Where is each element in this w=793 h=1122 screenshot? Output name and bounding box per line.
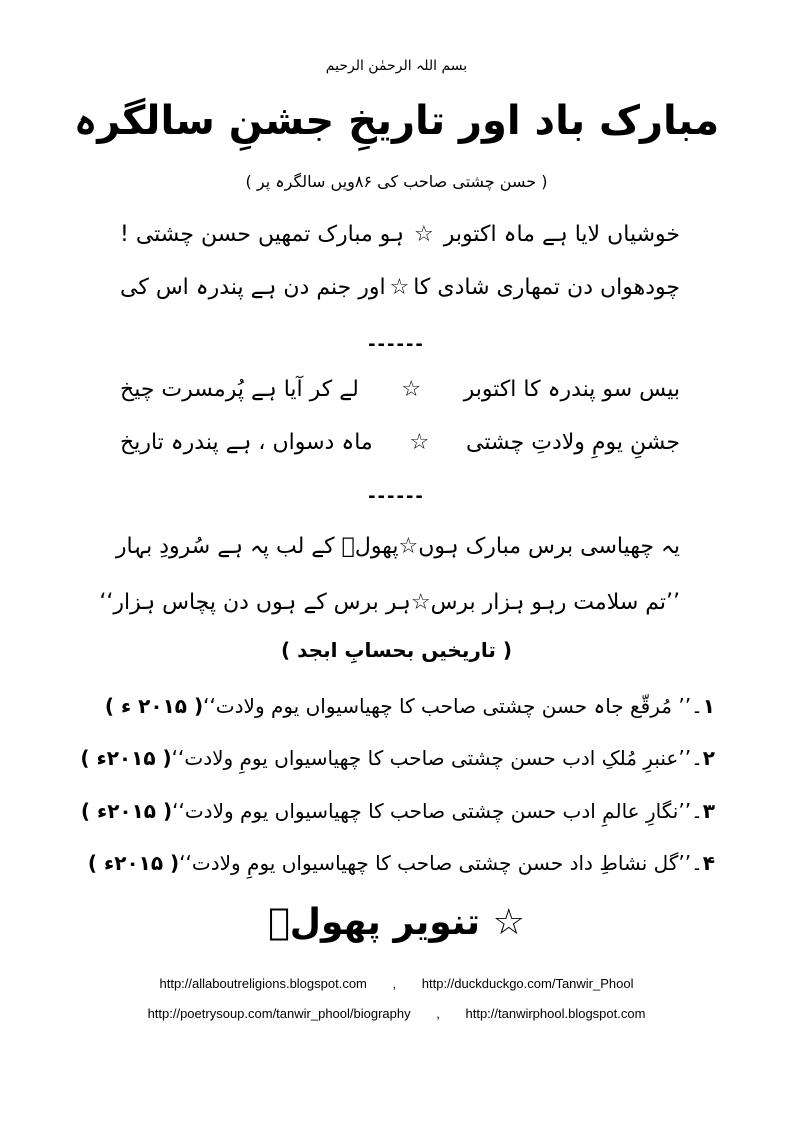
- verse-line-4: [120, 420, 680, 464]
- tarikh-item-2: [80, 738, 715, 778]
- signature: ☆ تنویر پھولؔ: [268, 902, 525, 943]
- verse-first-half: جشنِ یومِ ولادتِ چشتی: [466, 429, 680, 455]
- link-duckduckgo[interactable]: http://duckduckgo.com/Tanwir_Phool: [421, 976, 634, 991]
- item-text: ’’ مُرقّع جاہ حسن چشتی صاحب کا چھیاسیواں یوم ولادت‘‘: [203, 694, 692, 718]
- verse-first-half: چودھواں دن تمھاری شادی کا: [413, 274, 680, 300]
- link-allaboutreligions[interactable]: http://allaboutreligions.blogspot.com: [159, 976, 367, 991]
- verse-line-3: [120, 367, 680, 411]
- verse-first-half: خوشیاں لایا ہے ماہ اکتوبر: [443, 221, 680, 247]
- abjad-heading: ( تاریخیں بحسابِ ابجد ): [281, 638, 512, 662]
- item-dash: ۔: [691, 694, 703, 718]
- subtitle: ( حسن چشتی صاحب کی ۸۶ویں سالگرہ پر ): [245, 172, 548, 191]
- star-separator: ☆: [409, 429, 430, 455]
- tarikh-item-1: [104, 686, 715, 726]
- star-separator: ☆: [401, 376, 422, 402]
- verse-second-half: ہو مبارک تمھیں حسن چشتی !: [120, 221, 405, 247]
- verse-line-5: [115, 524, 680, 568]
- divider: ------: [368, 486, 425, 507]
- item-dash: ۔: [691, 851, 703, 875]
- verse-first-half: ’’تم سلامت رہو ہزار برس: [430, 589, 680, 615]
- item-number: ۱: [702, 694, 715, 718]
- link-separator: ,: [436, 1006, 440, 1021]
- item-number: ۴: [702, 851, 715, 875]
- divider: ------: [368, 334, 425, 355]
- item-text: ’’گل نشاطِ داد حسن چشتی صاحب کا چھیاسیواں یومِ ولادت‘‘: [179, 851, 692, 875]
- bismillah: بسم اللہ الرحمٰن الرحیم: [325, 58, 468, 74]
- item-dash: ۔: [691, 746, 703, 770]
- verse-second-half: اور جنم دن ہے پندرہ اس کی: [120, 274, 386, 300]
- link-poetrysoup[interactable]: http://poetrysoup.com/tanwir_phool/biography: [147, 1006, 411, 1021]
- links-row-1: [0, 976, 793, 991]
- verse-second-half: ماہ دسواں ، ہے پندرہ تاریخ: [120, 429, 373, 455]
- star-separator: ☆: [414, 221, 434, 247]
- page-title: مبارک باد اور تاریخِ جشنِ سالگرہ: [73, 98, 720, 144]
- item-number: ۲: [702, 746, 715, 770]
- item-text: ’’عنبرِ مُلکِ ادب حسن چشتی صاحب کا چھیاسیواں یومِ ولادت‘‘: [171, 746, 692, 770]
- verse-second-half: پھولؔ کے لب پہ ہے سُرودِ بہار: [115, 533, 399, 559]
- verse-second-half: ہر برس کے ہوں دن پچاس ہزار‘‘: [99, 589, 411, 615]
- tarikh-item-3: [80, 791, 715, 831]
- link-tanwirphool-blog[interactable]: http://tanwirphool.blogspot.com: [465, 1006, 646, 1021]
- item-text: ’’نگارِ عالمِ ادب حسن چشتی صاحب کا چھیاسیواں یوم ولادت‘‘: [172, 799, 692, 823]
- tarikh-item-4: [87, 843, 715, 883]
- verse-first-half: یہ چھیاسی برس مبارک ہوں: [418, 533, 680, 559]
- item-number: ۳: [702, 799, 715, 823]
- verse-line-2: [120, 265, 680, 309]
- verse-line-1: [120, 212, 680, 256]
- item-year: ( ۲۰۱۵ء ): [87, 851, 180, 875]
- verse-line-6: [99, 580, 680, 624]
- links-row-2: [0, 1006, 793, 1021]
- star-separator: ☆: [410, 589, 431, 615]
- item-year: ( ۲۰۱۵ ء ): [104, 694, 204, 718]
- verse-first-half: بیس سو پندرہ کا اکتوبر: [463, 376, 680, 402]
- star-separator: ☆: [398, 533, 419, 559]
- link-separator: ,: [392, 976, 397, 991]
- star-separator: ☆: [389, 274, 410, 300]
- verse-second-half: لے کر آیا ہے پُرمسرت چیخ: [120, 376, 359, 402]
- item-year: ( ۲۰۱۵ء ): [80, 799, 173, 823]
- item-year: ( ۲۰۱۵ء ): [80, 746, 172, 770]
- item-dash: ۔: [691, 799, 703, 823]
